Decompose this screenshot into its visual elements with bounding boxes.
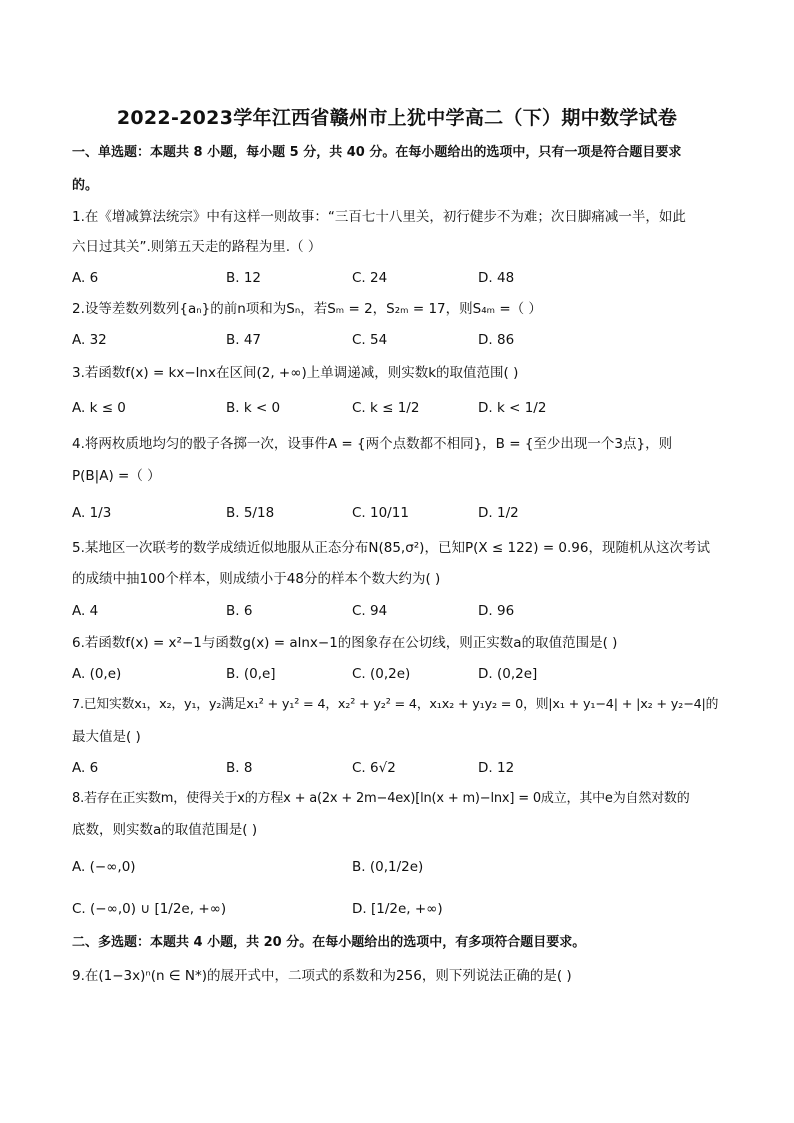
question-2-text: 2.设等差数列数列{aₙ}的前n项和为Sₙ，若Sₘ = 2，S₂ₘ = 17，则S₄ₘ =（ ） <box>72 301 542 317</box>
q2-option-a: A. 32 <box>72 332 107 348</box>
question-3-text: 3.若函数f(x) = kx−lnx在区间(2, +∞)上单调递减，则实数k的取值范围( ) <box>72 365 519 381</box>
question-1-text-cont: 六日过其关”.则第五天走的路程为里.（ ） <box>72 239 322 255</box>
q8-option-b: B. (0,1/2e) <box>352 859 424 875</box>
q3-option-c: C. k ≤ 1/2 <box>352 400 420 416</box>
question-4-text-cont: P(B|A) =（ ） <box>72 468 161 484</box>
q5-option-b: B. 6 <box>226 603 253 619</box>
q4-option-d: D. 1/2 <box>478 505 519 521</box>
q6-option-c: C. (0,2e) <box>352 666 411 682</box>
q5-option-d: D. 96 <box>478 603 515 619</box>
q7-option-b: B. 8 <box>226 760 253 776</box>
question-6-text: 6.若函数f(x) = x²−1与函数g(x) = alnx−1的图象存在公切线，则正实数a的取值范围是( ) <box>72 635 618 651</box>
q7-option-a: A. 6 <box>72 760 99 776</box>
q4-option-a: A. 1/3 <box>72 505 112 521</box>
q6-option-b: B. (0,e] <box>226 666 276 682</box>
q6-option-d: D. (0,2e] <box>478 666 538 682</box>
q3-option-b: B. k < 0 <box>226 400 281 416</box>
question-8-text-cont: 底数，则实数a的取值范围是( ) <box>72 822 258 838</box>
q6-option-a: A. (0,e) <box>72 666 122 682</box>
q2-option-b: B. 47 <box>226 332 262 348</box>
q4-option-c: C. 10/11 <box>352 505 409 521</box>
question-5-text-cont: 的成绩中抽100个样本，则成绩小于48分的样本个数大约为( ) <box>72 571 441 587</box>
exam-title: 2022-2023学年江西省赣州市上犹中学高二（下）期中数学试卷 <box>116 107 678 129</box>
q5-option-c: C. 94 <box>352 603 388 619</box>
q1-option-b: B. 12 <box>226 270 262 286</box>
q1-option-a: A. 6 <box>72 270 99 286</box>
q1-option-c: C. 24 <box>352 270 388 286</box>
q5-option-a: A. 4 <box>72 603 99 619</box>
q3-option-d: D. k < 1/2 <box>478 400 547 416</box>
question-7-text: 7.已知实数x₁，x₂，y₁，y₂满足x₁² + y₁² = 4，x₂² + y₂² = 4，x₁x₂ + y₁y₂ = 0，则|x₁ + y₁−4| + |x₂ + y₂−4|的 <box>72 697 719 712</box>
question-8-text: 8.若存在正实数m，使得关于x的方程x + a(2x + 2m−4ex)[ln(x + m)−lnx] = 0成立，其中e为自然对数的 <box>72 791 690 806</box>
q4-option-b: B. 5/18 <box>226 505 275 521</box>
question-9-text: 9.在(1−3x)ⁿ(n ∈ N*)的展开式中，二项式的系数和为256，则下列说法正确的是( ) <box>72 968 572 984</box>
question-7-text-cont: 最大值是( ) <box>72 729 141 745</box>
q8-option-d: D. [1/2e, +∞) <box>352 901 443 917</box>
q7-option-d: D. 12 <box>478 760 515 776</box>
q2-option-d: D. 86 <box>478 332 515 348</box>
section-1-heading: 一、单选题：本题共 8 小题，每小题 5 分，共 40 分。在每小题给出的选项中，只有一项是符合题目要求 <box>72 145 682 160</box>
q8-option-a: A. (−∞,0) <box>72 859 136 875</box>
q7-option-c: C. 6√2 <box>352 760 396 776</box>
q3-option-a: A. k ≤ 0 <box>72 400 126 416</box>
question-1-text: 1.在《增减算法统宗》中有这样一则故事：“三百七十八里关，初行健步不为难；次日脚痛减一半，如此 <box>72 209 686 225</box>
question-4-text: 4.将两枚质地均匀的骰子各掷一次，设事件A = {两个点数都不相同}，B = {至少出现一个3点}，则 <box>72 436 673 452</box>
q1-option-d: D. 48 <box>478 270 515 286</box>
section-1-heading-cont: 的。 <box>72 178 99 193</box>
q8-option-c: C. (−∞,0) ∪ [1/2e, +∞) <box>72 901 227 917</box>
q2-option-c: C. 54 <box>352 332 388 348</box>
section-2-heading: 二、多选题：本题共 4 小题，共 20 分。在每小题给出的选项中，有多项符合题目要求。 <box>72 935 586 950</box>
question-5-text: 5.某地区一次联考的数学成绩近似地服从正态分布N(85,σ²)，已知P(X ≤ 122) = 0.96，现随机从这次考试 <box>72 540 710 556</box>
